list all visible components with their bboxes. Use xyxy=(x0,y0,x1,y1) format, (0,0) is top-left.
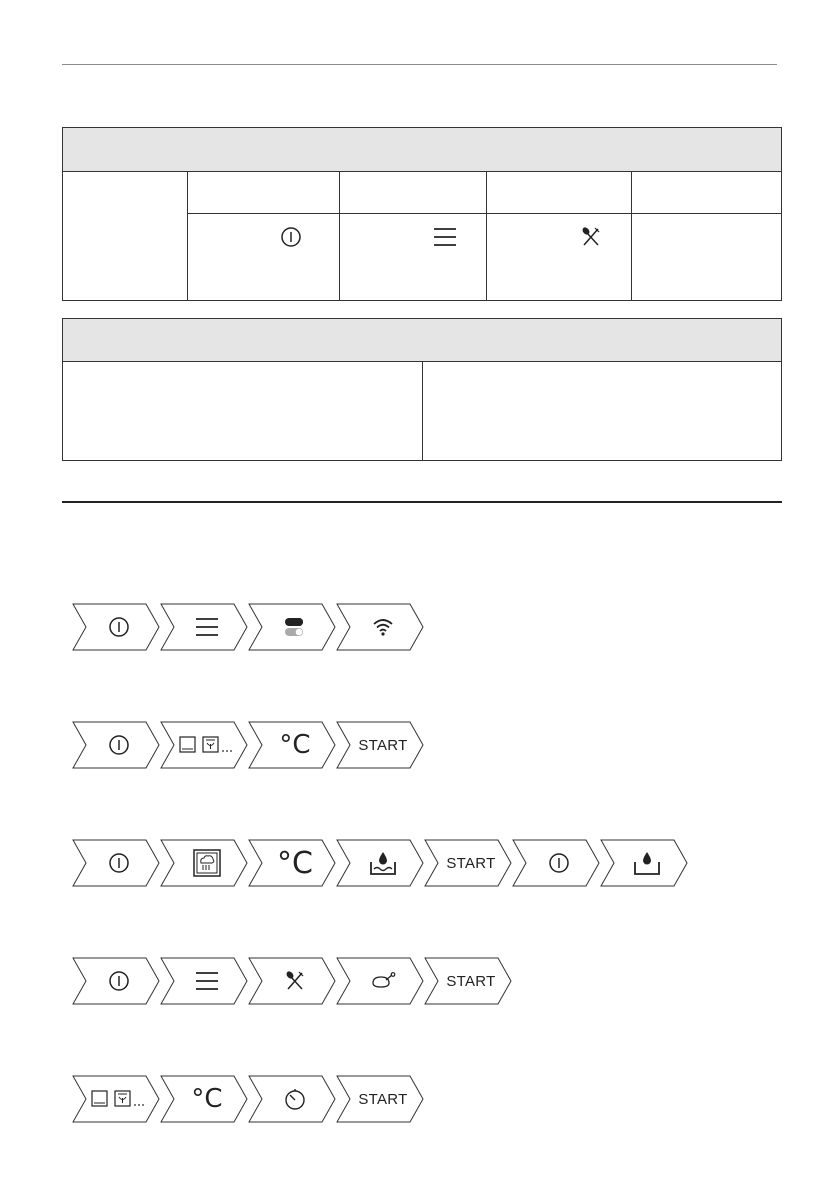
table-2-header xyxy=(63,319,781,362)
sequence-step xyxy=(72,1075,160,1123)
table-2 xyxy=(62,318,782,461)
sequence-step xyxy=(248,721,336,769)
menu-icon xyxy=(189,970,219,992)
sequence-step xyxy=(160,603,248,651)
temperature-label: °C xyxy=(279,730,311,760)
section-rule xyxy=(62,501,782,503)
table-1-row-divider xyxy=(187,213,781,214)
sequence-1 xyxy=(72,603,424,651)
power-icon xyxy=(101,969,131,993)
power-icon xyxy=(101,615,131,639)
sequence-step xyxy=(72,957,160,1005)
wifi-icon xyxy=(366,617,394,637)
sequence-step xyxy=(424,957,512,1005)
menu-icon xyxy=(433,226,457,248)
sequence-step xyxy=(160,721,248,769)
sequence-step xyxy=(336,603,424,651)
start-label: START xyxy=(358,736,408,754)
sequence-step xyxy=(248,603,336,651)
menu-icon xyxy=(189,616,219,638)
table-2-divider xyxy=(422,361,423,460)
sequence-step xyxy=(160,1075,248,1123)
temperature-label: °C xyxy=(277,845,313,881)
sequence-5 xyxy=(72,1075,424,1123)
table-1-divider xyxy=(187,171,188,300)
sequence-step xyxy=(336,1075,424,1123)
heating-functions-icon xyxy=(173,735,235,755)
water-drop-tank-icon xyxy=(627,850,661,876)
sequence-step xyxy=(72,839,160,887)
table-1 xyxy=(62,127,782,301)
sequence-step xyxy=(600,839,688,887)
table-1-divider xyxy=(631,171,632,300)
steam-function-icon xyxy=(186,848,222,878)
table-1-header xyxy=(63,128,781,172)
start-label: START xyxy=(446,972,496,990)
sequence-step xyxy=(72,721,160,769)
sequence-2 xyxy=(72,721,424,769)
top-rule xyxy=(62,64,777,65)
sequence-step xyxy=(336,839,424,887)
sequence-step xyxy=(424,839,512,887)
toggle-icon xyxy=(278,616,306,638)
water-tank-icon xyxy=(363,850,397,876)
timer-icon xyxy=(277,1087,307,1111)
sequence-step xyxy=(248,839,336,887)
sequence-step xyxy=(72,603,160,651)
sequence-4 xyxy=(72,957,512,1005)
sequence-step xyxy=(160,957,248,1005)
heating-functions-icon xyxy=(85,1089,147,1109)
table-1-divider xyxy=(339,171,340,300)
temperature-label: °C xyxy=(191,1084,223,1114)
sequence-step xyxy=(336,957,424,1005)
cutlery-icon xyxy=(278,970,306,992)
start-label: START xyxy=(358,1090,408,1108)
start-label: START xyxy=(446,854,496,872)
sequence-step xyxy=(248,1075,336,1123)
sequence-step xyxy=(160,839,248,887)
cutlery-icon xyxy=(580,226,602,248)
sequence-step xyxy=(512,839,600,887)
sequence-step xyxy=(248,957,336,1005)
power-icon xyxy=(541,851,571,875)
table-1-divider xyxy=(486,171,487,300)
power-icon xyxy=(280,226,302,248)
power-icon xyxy=(101,851,131,875)
dish-icon xyxy=(364,972,396,990)
sequence-step xyxy=(336,721,424,769)
power-icon xyxy=(101,733,131,757)
sequence-3 xyxy=(72,839,688,887)
